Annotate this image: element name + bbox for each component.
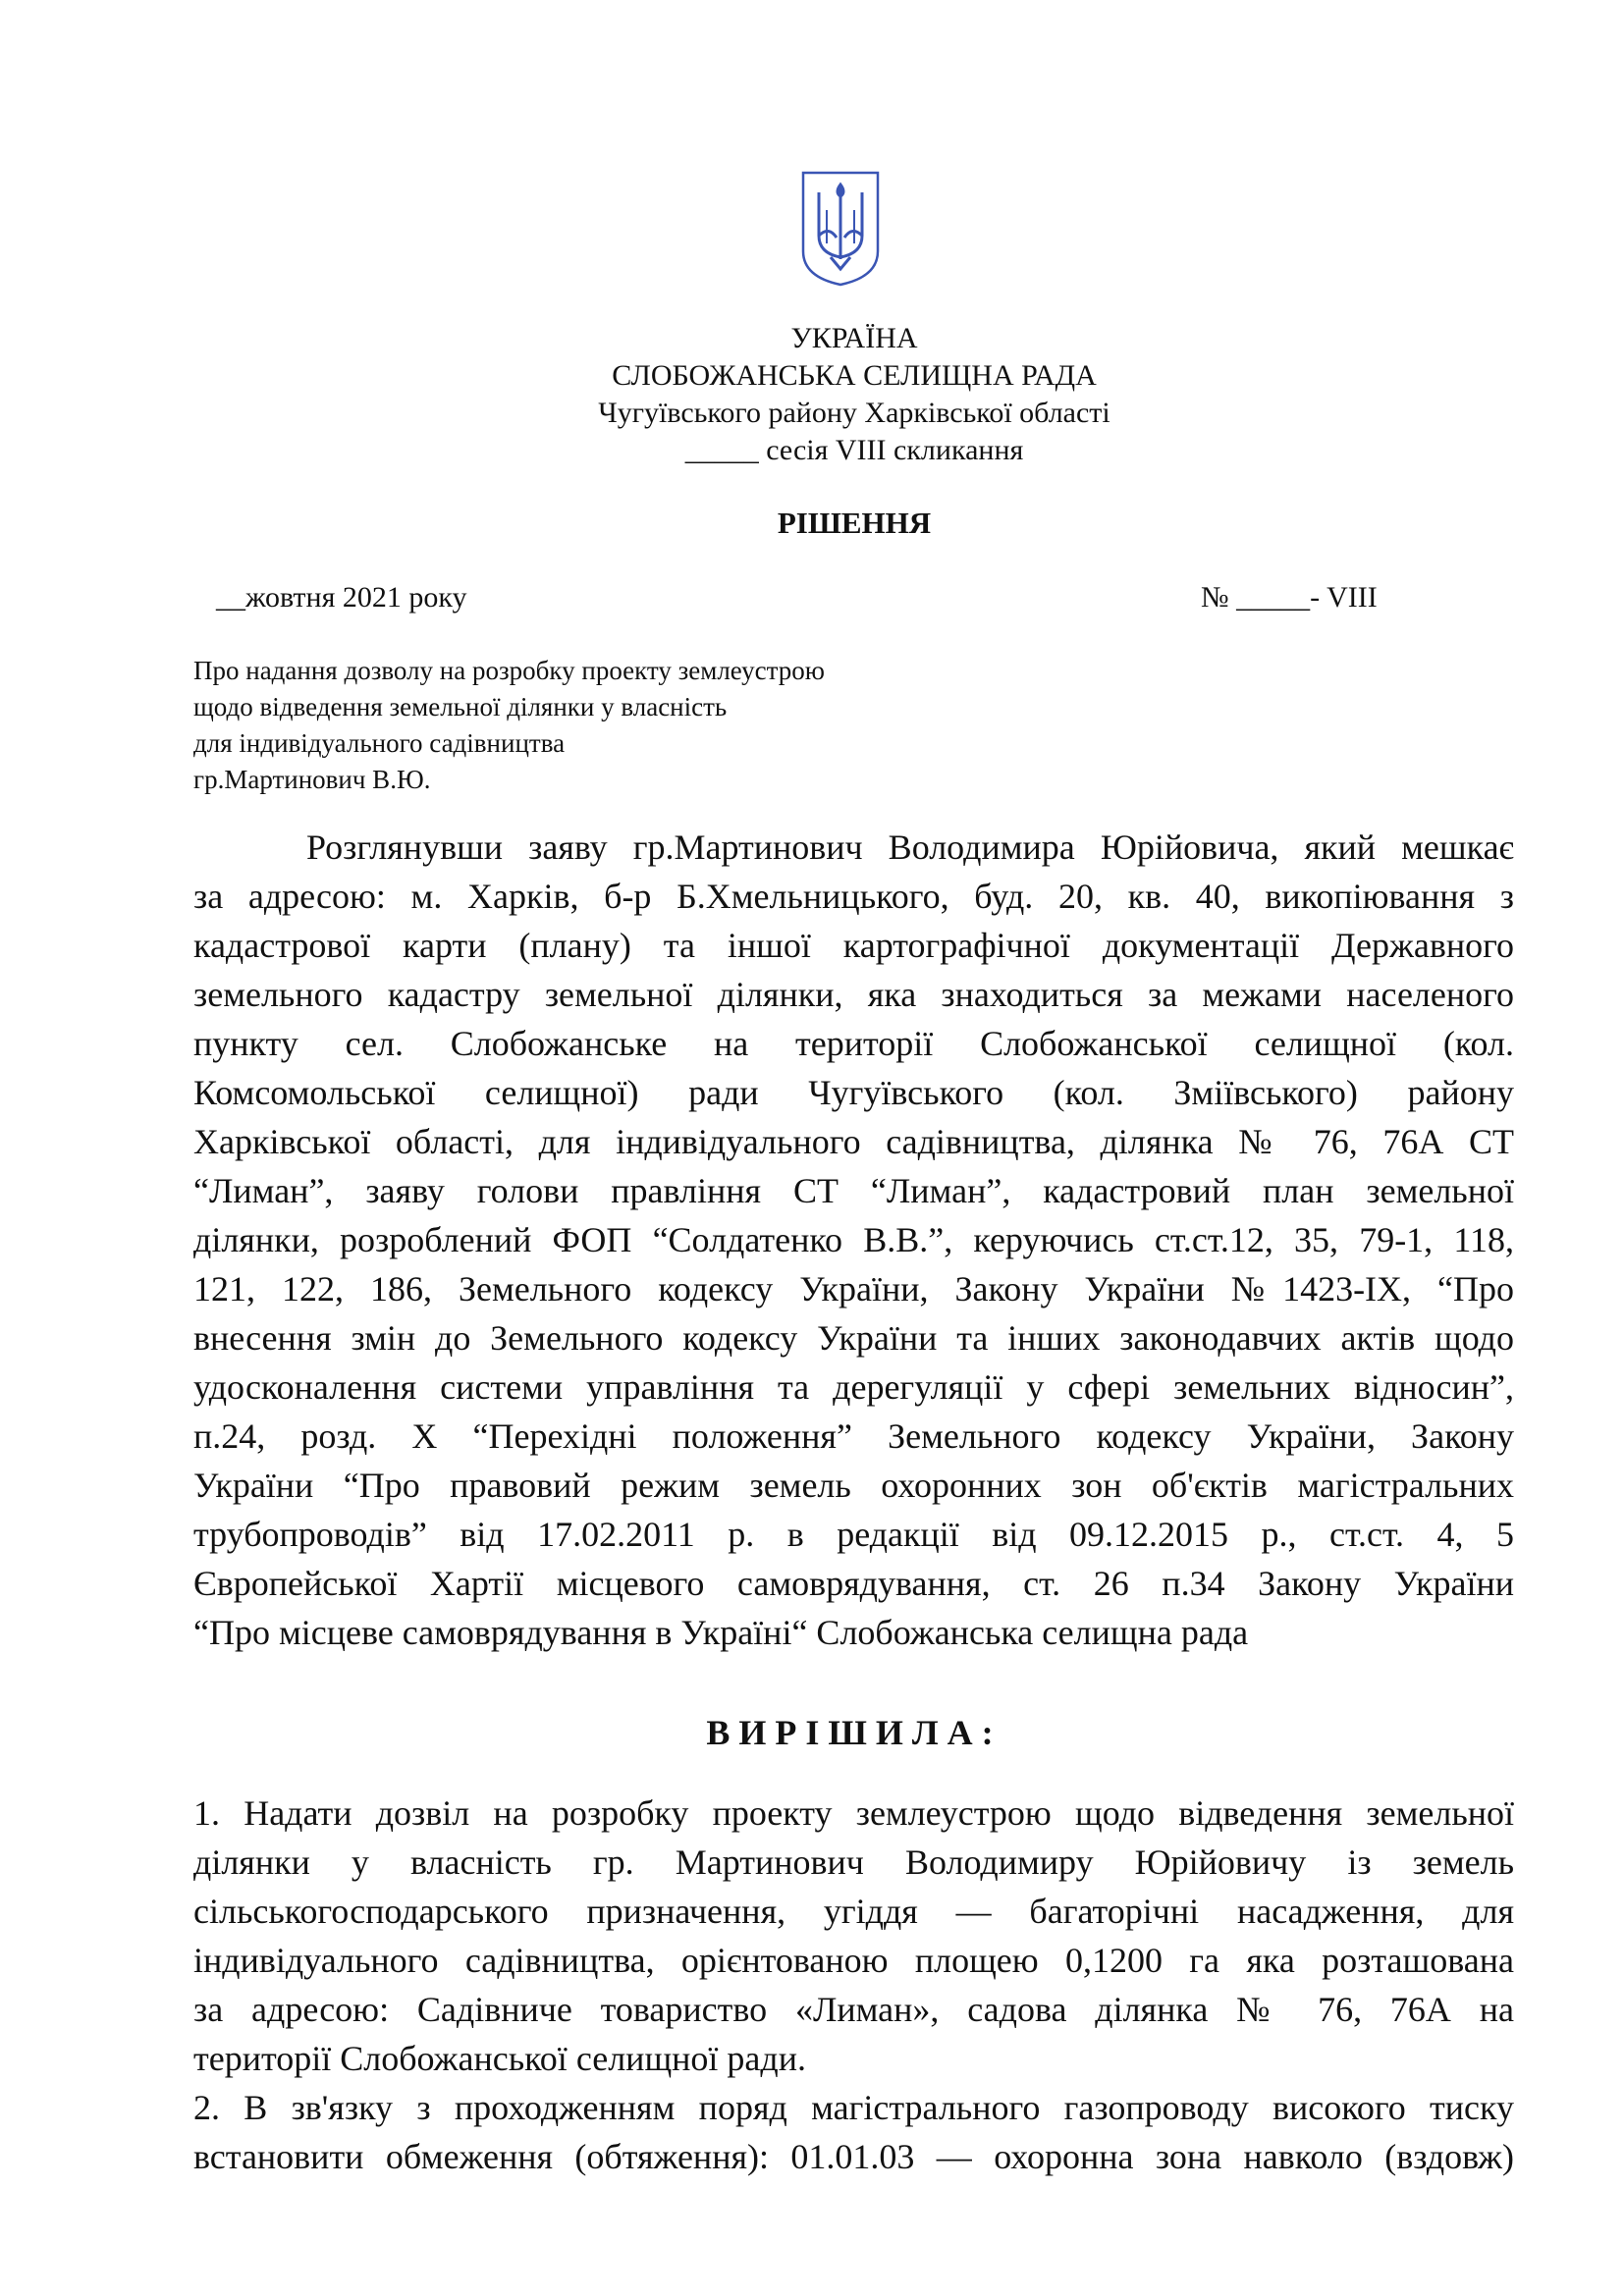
decision-line: індивідуального садівництва, орієнтованою площею 0,1200 га яка розташована	[193, 1941, 1514, 1980]
decision-line: 1. Надати дозвіл на розробку проекту землеустрою щодо відведення земельної	[193, 1793, 1514, 1833]
decision-number: № _____- VIII	[1201, 581, 1378, 614]
district-heading: Чугуївського району Харківської області	[598, 397, 1110, 429]
decision-line: ділянки у власність гр. Мартинович Володимиру Юрійовичу із земель	[193, 1842, 1514, 1882]
preamble-line: ділянки, розроблений ФОП “Солдатенко В.В.”, керуючись ст.ст.12, 35, 79-1, 118,	[193, 1220, 1514, 1259]
decision-line: встановити обмеження (обтяження): 01.01.03 — охоронна зона навколо (вздовж)	[193, 2137, 1514, 2176]
preamble-line: “Лиман”, заяву голови правління СТ “Лиман”, кадастровий план земельної	[193, 1171, 1514, 1210]
preamble-line: за адресою: м. Харків, б-р Б.Хмельницького, буд. 20, кв. 40, викопіювання з	[193, 877, 1514, 916]
decision-line: території Слобожанської селищної ради.	[193, 2039, 806, 2078]
council-heading: СЛОБОЖАНСЬКА СЕЛИЩНА РАДА	[612, 359, 1097, 392]
subject-line: щодо відведення земельної ділянки у власність	[193, 692, 728, 721]
decision-line: за адресою: Садівниче товариство «Лиман», садова ділянка № 76, 76А на	[193, 1990, 1514, 2029]
preamble-line: п.24, розд. Х “Перехідні положення” Земельного кодексу України, Закону	[193, 1416, 1514, 1456]
preamble-line: кадастрової карти (плану) та іншої картографічної документації Державного	[193, 926, 1514, 965]
resolved-heading: ВИРІШИЛА:	[706, 1713, 1002, 1752]
subject-line: для індивідуального садівництва	[193, 728, 566, 758]
preamble-line: Харківської області, для індивідуального садівництва, ділянка № 76, 76А СТ	[193, 1122, 1514, 1161]
preamble-line: “Про місцеве самоврядування в Україні“ Слобожанська селищна рада	[193, 1613, 1249, 1652]
subject-line: Про надання дозволу на розробку проекту землеустрою	[193, 656, 825, 685]
country-heading: УКРАЇНА	[790, 322, 918, 354]
decision-line: сільськогосподарського призначення, угіддя — багаторічні насадження, для	[193, 1892, 1514, 1931]
decision-line: 2. В зв'язку з проходженням поряд магістрального газопроводу високого тиску	[193, 2088, 1514, 2127]
preamble-line: земельного кадастру земельної ділянки, яка знаходиться за межами населеного	[193, 975, 1514, 1014]
preamble-line: пункту сел. Слобожанське на території Слобожанської селищної (кол.	[193, 1024, 1514, 1063]
preamble-line: України “Про правовий режим земель охоронних зон об'єктів магістральних	[193, 1466, 1514, 1505]
decision-date: __жовтня 2021 року	[216, 581, 467, 614]
decision-items	[193, 1789, 1514, 2181]
coat-of-arms-icon	[797, 167, 884, 289]
preamble-line: 121, 122, 186, Земельного кодексу України, Закону України №1423-IX, “Про	[193, 1269, 1514, 1308]
subject-line: гр.Мартинович В.Ю.	[193, 765, 431, 794]
preamble-line: удосконалення системи управління та дерегуляції у сфері земельних відносин”,	[193, 1367, 1514, 1407]
preamble-paragraph	[193, 823, 1514, 1657]
session-heading: _____ сесія VIII скликання	[684, 434, 1024, 466]
preamble-line: Розглянувши заяву гр.Мартинович Володимира Юрійовича, який мешкає	[306, 828, 1514, 867]
preamble-line: трубопроводів” від 17.02.2011 р. в редакції від 09.12.2015 р., ст.ст. 4, 5	[193, 1515, 1514, 1554]
preamble-line: Європейської Хартії місцевого самоврядування, ст. 26 п.34 Закону України	[193, 1564, 1514, 1603]
preamble-line: Комсомольської селищної) ради Чугуївського (кол. Зміївського) району	[193, 1073, 1514, 1112]
decision-subject	[193, 653, 825, 798]
preamble-line: внесення змін до Земельного кодексу України та інших законодавчих актів щодо	[193, 1318, 1514, 1358]
document-title: РІШЕННЯ	[777, 506, 932, 540]
